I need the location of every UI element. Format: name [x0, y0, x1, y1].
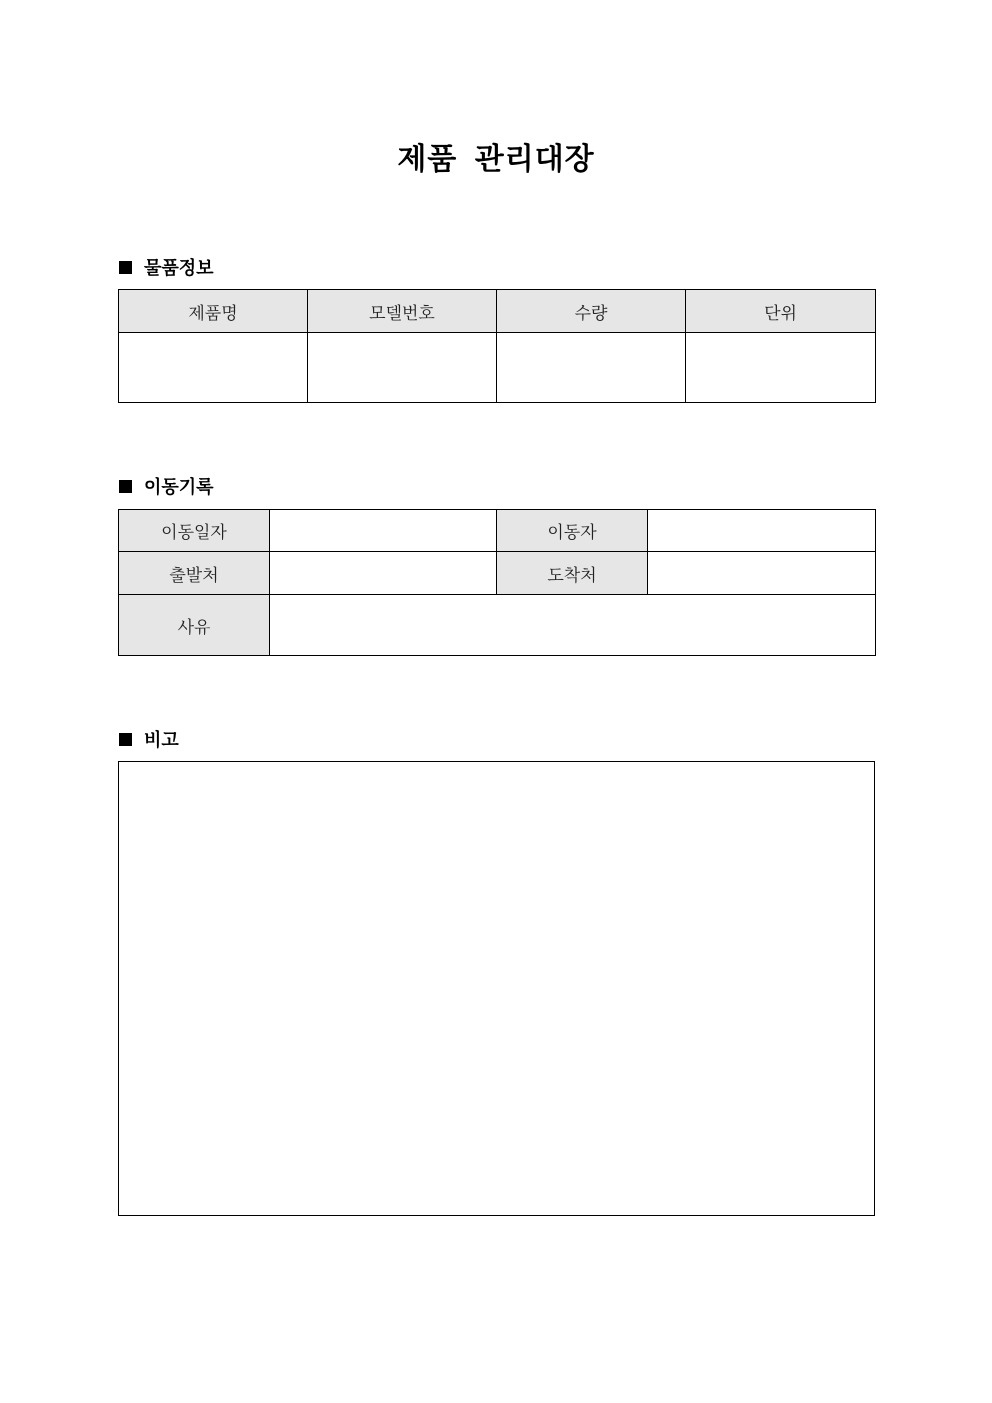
mover-field[interactable]	[648, 510, 876, 552]
model-number-field[interactable]	[308, 333, 497, 403]
square-bullet-icon	[119, 733, 132, 746]
product-name-field[interactable]	[119, 333, 308, 403]
header-model-number: 모델번호	[308, 290, 497, 333]
section-heading-movement	[119, 473, 214, 499]
table-row	[119, 510, 876, 552]
table-row	[119, 333, 876, 403]
movement-table	[118, 509, 876, 656]
remarks-field[interactable]	[118, 761, 875, 1216]
section-heading-label: 비고	[144, 730, 179, 751]
header-quantity: 수량	[497, 290, 686, 333]
move-date-field[interactable]	[270, 510, 497, 552]
section-heading-label: 물품정보	[144, 258, 214, 279]
section-heading-remarks	[119, 726, 179, 752]
section-heading-label: 이동기록	[144, 477, 214, 498]
label-destination: 도착처	[497, 552, 648, 595]
unit-field[interactable]	[686, 333, 876, 403]
table-row	[119, 595, 876, 656]
header-unit: 단위	[686, 290, 876, 333]
page-title: 제품 관리대장	[397, 142, 595, 177]
reason-field[interactable]	[270, 595, 876, 656]
square-bullet-icon	[119, 261, 132, 274]
header-product-name: 제품명	[119, 290, 308, 333]
label-move-date: 이동일자	[119, 510, 270, 552]
label-mover: 이동자	[497, 510, 648, 552]
table-header-row	[119, 290, 876, 333]
label-origin: 출발처	[119, 552, 270, 595]
origin-field[interactable]	[270, 552, 497, 595]
square-bullet-icon	[119, 480, 132, 493]
section-heading-item-info	[119, 254, 214, 280]
table-row	[119, 552, 876, 595]
destination-field[interactable]	[648, 552, 876, 595]
label-reason: 사유	[119, 595, 270, 656]
item-info-table	[118, 289, 876, 403]
quantity-field[interactable]	[497, 333, 686, 403]
